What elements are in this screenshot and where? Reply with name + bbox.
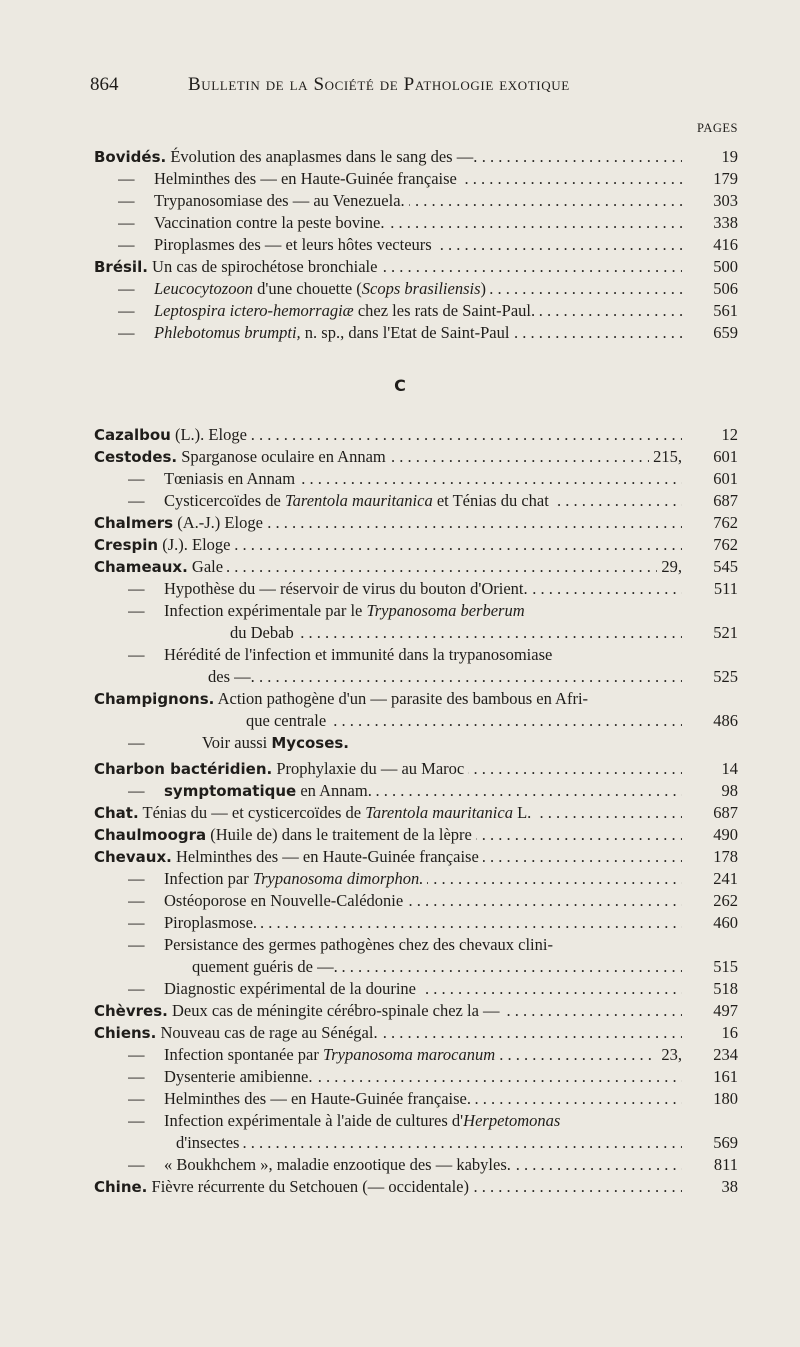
index-entry: [94, 1000, 682, 1022]
entry-subheading: symptomatique: [164, 782, 297, 800]
entry-description: Action pathogène d'un — parasite des bambous en Afri-: [217, 689, 589, 708]
index-entry: [94, 424, 682, 446]
entry-text: [94, 847, 483, 866]
entry-description: L.: [512, 803, 532, 822]
entry-dash: —: [128, 913, 145, 932]
index-entry: [94, 146, 682, 168]
entry-text: [128, 1067, 316, 1086]
index-entry: [128, 1110, 682, 1132]
entry-page-number: 180: [713, 1089, 738, 1108]
entry-text: [94, 257, 381, 276]
index-entry: [128, 490, 682, 512]
entry-description: « Boukhchem », maladie enzootique des — kabyles.: [164, 1155, 511, 1174]
entry-dash: —: [128, 733, 145, 752]
index-entry: [118, 168, 682, 190]
entry-page-number: 601: [713, 469, 738, 488]
entry-text: [118, 191, 409, 210]
entry-page-number: 338: [713, 213, 738, 232]
entry-page-number: 762: [713, 535, 738, 554]
entry-page-number: 515: [713, 957, 738, 976]
entry-text: [94, 447, 390, 466]
section-letter: C: [394, 376, 406, 395]
entry-text: [94, 1001, 504, 1020]
index-entry: [128, 1066, 682, 1088]
index-entry: [94, 534, 682, 556]
entry-description: Voir aussi: [202, 733, 272, 752]
page-number: 864: [90, 74, 119, 95]
entry-taxon: Leucocytozoon: [154, 279, 253, 298]
entry-description: Gale: [191, 557, 224, 576]
entry-text: [94, 825, 476, 844]
entry-page-number: 12: [721, 425, 738, 444]
entry-dash: —: [118, 191, 135, 210]
entry-description: (L.). Eloge: [174, 425, 247, 444]
index-entry: [94, 846, 682, 868]
pages-column-label: PAGES: [697, 121, 738, 135]
entry-description: Évolution des anaplasmes dans le sang des —.: [170, 147, 478, 166]
entry-page-number: 486: [713, 711, 738, 730]
index-entry: [118, 190, 682, 212]
entry-taxon: Scops brasiliensis: [361, 279, 481, 298]
entry-headword: Crespin: [94, 536, 159, 554]
entry-headword: Bovidés.: [94, 148, 167, 166]
entry-description: Nouveau cas de rage au Sénégal.: [160, 1023, 378, 1042]
entry-dash: —: [128, 1067, 145, 1086]
entry-dash: —: [128, 469, 145, 488]
index-entry: [128, 644, 682, 666]
journal-title: Bulletin de la Société de Pathologie exotique: [188, 74, 570, 95]
entry-text: [94, 1023, 382, 1042]
entry-description: (J.). Eloge: [162, 535, 231, 554]
entry-taxon: Trypanosoma marocanum: [322, 1045, 496, 1064]
entry-text: [94, 759, 468, 778]
entry-subheading: Mycoses.: [271, 734, 350, 752]
index-entry: [128, 1154, 682, 1176]
index-entry: [94, 1176, 682, 1198]
entry-text: [94, 689, 592, 708]
entry-text: [94, 535, 234, 554]
index-entry: [94, 1022, 682, 1044]
entry-dash: —: [128, 1155, 145, 1174]
entry-dash: —: [128, 645, 145, 664]
index-entry: [94, 956, 682, 978]
index-entry: [94, 1132, 682, 1154]
index-entry: [128, 468, 682, 490]
index-entry: [94, 666, 682, 688]
index-entry: [118, 278, 682, 300]
entry-text: [128, 733, 353, 752]
index-entry: [128, 1088, 682, 1110]
index-entry: [94, 824, 682, 846]
entry-page-number: 687: [713, 491, 738, 510]
index-entry: [128, 912, 682, 934]
entry-page-number: 511: [713, 579, 738, 598]
entry-page-number: 490: [713, 825, 738, 844]
entry-description: Helminthes des — en Haute-Guinée française: [175, 847, 479, 866]
entry-description: chez les rats de Saint-Paul.: [353, 301, 536, 320]
entry-headword: Chaulmoogra: [94, 826, 207, 844]
entry-text: [128, 781, 376, 800]
entry-extra-page: 23,: [657, 1044, 682, 1066]
entry-dash: —: [118, 323, 135, 342]
entry-description: Ostéoporose en Nouvelle-Calédonie: [164, 891, 404, 910]
entry-text: [94, 513, 267, 532]
entry-text: [94, 1133, 243, 1152]
entry-headword: Cazalbou: [94, 426, 171, 444]
entry-dash: —: [128, 781, 145, 800]
entry-text: [128, 1155, 515, 1174]
entry-page-number: 98: [721, 781, 738, 800]
entry-dash: —: [128, 579, 145, 598]
entry-description: Piroplasmes des — et leurs hôtes vecteurs: [154, 235, 432, 254]
entry-description: (A.-J.) Eloge: [177, 513, 263, 532]
index-entry: [94, 802, 682, 824]
index-entry: [118, 322, 682, 344]
entry-text: [128, 601, 529, 620]
entry-text: [128, 1111, 564, 1130]
entry-page-number: 518: [713, 979, 738, 998]
entry-extra-page: 215,: [649, 446, 682, 468]
entry-taxon: Tarentola mauritanica: [284, 491, 433, 510]
entry-page-number: 500: [713, 257, 738, 276]
entry-text: [128, 935, 557, 954]
entry-page-number: 561: [713, 301, 738, 320]
entry-page-number: 521: [713, 623, 738, 642]
entry-text: [128, 979, 420, 998]
entry-page-number: 241: [713, 869, 738, 888]
entry-text: [94, 803, 535, 822]
entry-description: Infection spontanée par: [164, 1045, 323, 1064]
entry-description: d'insectes: [176, 1133, 240, 1152]
index-entry: [128, 890, 682, 912]
entry-description: Piroplasmose.: [164, 913, 258, 932]
entry-headword: Chèvres.: [94, 1002, 168, 1020]
entry-page-number: 303: [713, 191, 738, 210]
entry-headword: Chalmers: [94, 514, 174, 532]
entry-text: [118, 169, 461, 188]
entry-headword: Brésil.: [94, 258, 148, 276]
entry-description: et Ténias du chat: [432, 491, 549, 510]
entry-description: Hérédité de l'infection et immunité dans la trypanosomiase: [164, 645, 553, 664]
entry-page-number: 14: [721, 759, 738, 778]
entry-text: [128, 891, 407, 910]
entry-dash: —: [128, 1111, 145, 1130]
index-entry: [128, 868, 682, 890]
entry-description: Persistance des germes pathogènes chez des chevaux clini-: [164, 935, 553, 954]
entry-description: Fièvre récurrente du Setchouen (— occidentale): [151, 1177, 469, 1196]
entry-page-number: 19: [721, 147, 738, 166]
entry-description: Cysticercoïdes de: [164, 491, 285, 510]
entry-description: Dysenterie amibienne.: [164, 1067, 313, 1086]
entry-dash: —: [118, 279, 135, 298]
index-entry: [94, 256, 682, 278]
index-entry: [118, 212, 682, 234]
entry-description: Infection par: [164, 869, 253, 888]
entry-text: [118, 279, 490, 298]
entry-page-number: 416: [713, 235, 738, 254]
index-entry: [128, 780, 682, 802]
entry-text: [128, 869, 427, 888]
index-entry: [94, 710, 682, 732]
entry-description: Un cas de spirochétose bronchiale: [152, 257, 378, 276]
entry-taxon: Trypanosoma berberum: [366, 601, 525, 620]
entry-description: Trypanosomiase des — au Venezuela.: [154, 191, 405, 210]
entry-description: Sparganose oculaire en Annam: [181, 447, 386, 466]
entry-description: Deux cas de méningite cérébro-spinale chez la —: [171, 1001, 500, 1020]
index-entry: [94, 688, 682, 710]
entry-extra-page: 29,: [657, 556, 682, 578]
index-entry: [118, 234, 682, 256]
entry-text: [94, 667, 259, 686]
entry-description: Diagnostic expérimental de la dourine: [164, 979, 416, 998]
entry-taxon: Trypanosoma dimorphon.: [252, 869, 424, 888]
entry-text: [94, 623, 298, 642]
entry-page-number: 659: [713, 323, 738, 342]
entry-description: quement guéris de —.: [192, 957, 338, 976]
entry-description: Prophylaxie du — au Maroc: [276, 759, 465, 778]
entry-description: (Huile de) dans le traitement de la lèpre: [210, 825, 472, 844]
entry-text: [128, 469, 299, 488]
index-entry: [128, 600, 682, 622]
entry-text: [128, 491, 553, 510]
entry-page-number: 460: [713, 913, 738, 932]
index-entry: [118, 300, 682, 322]
entry-page-number: 497: [713, 1001, 738, 1020]
entry-text: [94, 147, 481, 166]
entry-text: [118, 301, 539, 320]
entry-description: Ténias du — et cysticercoïdes de: [142, 803, 366, 822]
entry-description: en Annam.: [296, 781, 372, 800]
entry-page-number: 234: [713, 1045, 738, 1064]
entry-taxon: Herpetomonas: [463, 1111, 561, 1130]
index-entry: [128, 578, 682, 600]
entry-page-number: 161: [713, 1067, 738, 1086]
entry-text: [94, 557, 227, 576]
entry-description: Hypothèse du — réservoir de virus du bouton d'Orient.: [164, 579, 528, 598]
entry-headword: Chine.: [94, 1178, 148, 1196]
entry-text: [118, 323, 513, 342]
entry-text: [128, 645, 556, 664]
entry-taxon: Phlebotomus brumpti,: [154, 323, 301, 342]
entry-text: [94, 425, 251, 444]
entry-text: [94, 1177, 473, 1196]
entry-dash: —: [118, 169, 135, 188]
entry-dash: —: [128, 979, 145, 998]
entry-page-number: 38: [721, 1177, 738, 1196]
entry-page-number: 762: [713, 513, 738, 532]
entry-headword: Chevaux.: [94, 848, 172, 866]
entry-dash: —: [118, 301, 135, 320]
entry-page-number: 262: [713, 891, 738, 910]
entry-description: n. sp., dans l'Etat de Saint-Paul: [300, 323, 510, 342]
entry-text: [128, 579, 532, 598]
entry-page-number: 545: [713, 557, 738, 576]
entry-page-number: 811: [713, 1155, 738, 1174]
entry-dash: —: [128, 869, 145, 888]
index-entry: [94, 512, 682, 534]
index-entry: [128, 978, 682, 1000]
entry-description: ): [480, 279, 487, 298]
index-entry: [128, 732, 682, 754]
entry-headword: Cestodes.: [94, 448, 178, 466]
entry-page-number: 525: [713, 667, 738, 686]
entry-dash: —: [118, 213, 135, 232]
index-entry: [94, 446, 682, 468]
entry-dash: —: [128, 601, 145, 620]
entry-text: [94, 957, 342, 976]
entry-dash: —: [128, 491, 145, 510]
entry-description: Helminthes des — en Haute-Guinée française: [154, 169, 457, 188]
entry-text: [94, 711, 330, 730]
entry-headword: Chameaux.: [94, 558, 188, 576]
entry-headword: Chiens.: [94, 1024, 157, 1042]
entry-dash: —: [118, 235, 135, 254]
index-entry: [128, 1044, 682, 1066]
entry-taxon: Leptospira ictero-hemorragiæ: [154, 301, 354, 320]
entry-description: Helminthes des — en Haute-Guinée française.: [164, 1089, 471, 1108]
entry-description: des —.: [208, 667, 255, 686]
entry-description: Tœniasis en Annam: [164, 469, 296, 488]
entry-dash: —: [128, 1089, 145, 1108]
entry-headword: Champignons.: [94, 690, 215, 708]
index-entry: [128, 934, 682, 956]
entry-text: [118, 213, 388, 232]
entry-description: Infection expérimentale par le: [164, 601, 367, 620]
index-entry: [94, 622, 682, 644]
index-entry: [94, 556, 682, 578]
index-entry: [94, 758, 682, 780]
entry-page-number: 569: [713, 1133, 738, 1152]
entry-description: Infection expérimentale à l'aide de cultures d': [164, 1111, 464, 1130]
entry-text: [128, 1089, 475, 1108]
entry-dash: —: [128, 935, 145, 954]
entry-description: du Debab: [230, 623, 294, 642]
entry-description: que centrale: [246, 711, 327, 730]
entry-page-number: 178: [713, 847, 738, 866]
entry-page-number: 687: [713, 803, 738, 822]
entry-page-number: 506: [713, 279, 738, 298]
entry-page-number: 16: [721, 1023, 738, 1042]
entry-taxon: Tarentola mauritanica: [365, 803, 513, 822]
entry-headword: Charbon bactéridien.: [94, 760, 273, 778]
entry-page-number: 179: [713, 169, 738, 188]
entry-text: [128, 1045, 499, 1064]
entry-page-number: 601: [713, 447, 738, 466]
entry-dash: —: [128, 1045, 145, 1064]
entry-description: Vaccination contre la peste bovine.: [154, 213, 385, 232]
entry-text: [118, 235, 436, 254]
entry-text: [128, 913, 261, 932]
entry-dash: —: [128, 891, 145, 910]
entry-headword: Chat.: [94, 804, 139, 822]
entry-description: d'une chouette (: [252, 279, 362, 298]
